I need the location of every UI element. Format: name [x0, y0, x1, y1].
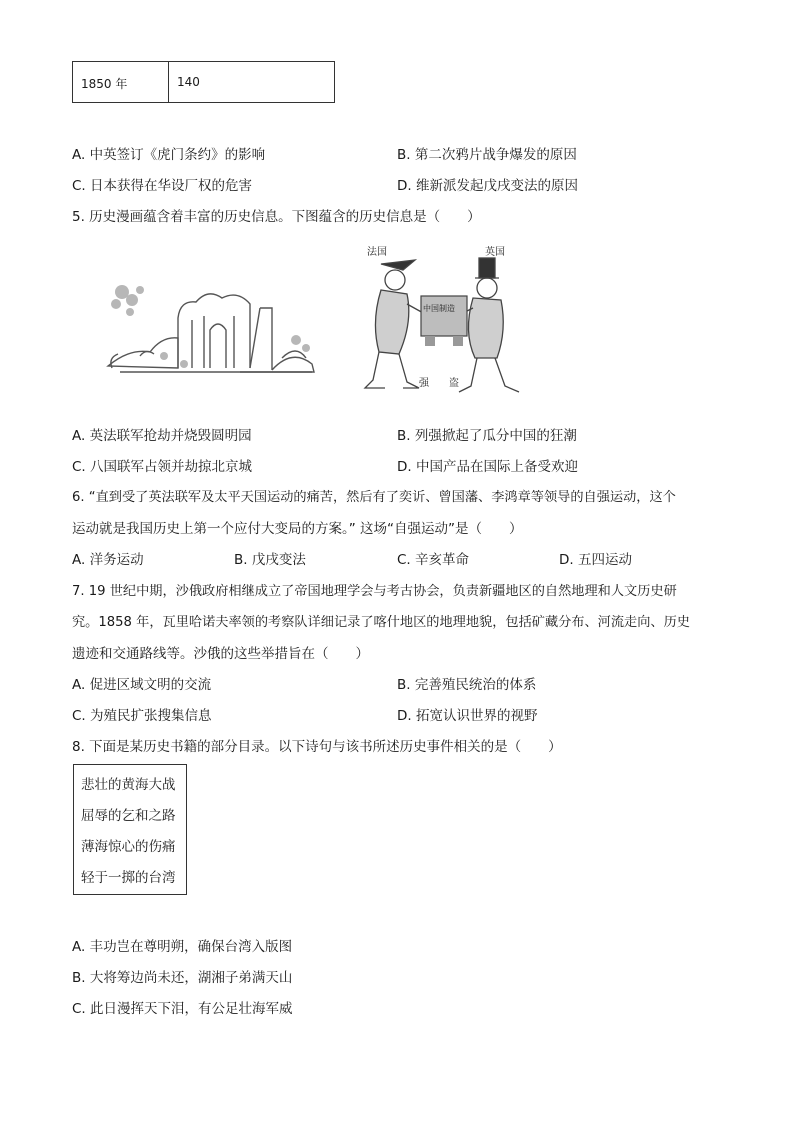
q6-option-c: C. 辛亥革命	[397, 552, 470, 568]
q6-stem-line1: 6. “直到受了英法联军及太平天国运动的痛苦，然后有了奕䜣、曾国藩、李鸿章等领导的自强运动，这个	[72, 490, 676, 505]
label-box: 中国制造	[423, 304, 455, 313]
q8-option-a: A. 丰功岂在尊明朔，确保台湾入版图	[72, 939, 293, 955]
table-cell-value: 140	[177, 75, 200, 89]
q8-option-b: B. 大将筹边尚未还，湖湘子弟满天山	[72, 970, 293, 986]
q6-option-d: D. 五四运动	[559, 552, 632, 568]
toc-item: 屈辱的乞和之路	[81, 808, 176, 824]
q7-stem-line1: 7. 19 世纪中期，沙俄政府相继成立了帝国地理学会与考古协会，负责新疆地区的自然地理和人文历史研	[72, 584, 677, 599]
cartoon-illustration	[355, 242, 531, 404]
table-cell-year: 1850 年	[81, 77, 128, 91]
toc-item: 悲壮的黄海大战	[81, 777, 176, 793]
q7-option-d: D. 拓宽认识世界的视野	[397, 708, 538, 724]
q7-stem-line3: 遗迹和交通路线等。沙俄的这些举措旨在（ ）	[72, 646, 369, 662]
q7-option-c: C. 为殖民扩张搜集信息	[72, 708, 212, 724]
q4-option-a: A. 中英签订《虎门条约》的影响	[72, 147, 266, 163]
q5-option-b: B. 列强掀起了瓜分中国的狂潮	[397, 428, 577, 444]
label-britain: 英国	[485, 247, 505, 258]
q5-option-a: A. 英法联军抢劫并烧毁圆明园	[72, 428, 252, 444]
q6-option-b: B. 戊戌变法	[234, 552, 306, 568]
q8-option-c: C. 此日漫挥天下泪，有公足壮海军威	[72, 1001, 293, 1017]
table-divider	[168, 62, 169, 102]
box-shape	[421, 296, 467, 336]
q7-stem-line2: 究。1858 年，瓦里哈诺夫率领的考察队详细记录了喀什地区的地理地貌，包括矿藏分布、河流走向、历史	[72, 615, 690, 630]
q5-stem: 5. 历史漫画蕴含着丰富的历史信息。下图蕴含的历史信息是（ ）	[72, 209, 481, 225]
ruins-illustration	[100, 278, 322, 382]
q4-option-c: C. 日本获得在华设厂权的危害	[72, 178, 253, 194]
label-france: 法国	[367, 247, 387, 258]
toc-item: 薄海惊心的伤痛	[81, 839, 176, 855]
toc-item: 轻于一掷的台湾	[81, 870, 176, 886]
q7-option-b: B. 完善殖民统治的体系	[397, 677, 537, 693]
label-leg1: 强	[419, 378, 429, 389]
q4-option-b: B. 第二次鸦片战争爆发的原因	[397, 147, 577, 163]
q5-option-c: C. 八国联军占领并劫掠北京城	[72, 459, 253, 475]
table-of-contents-box	[73, 764, 187, 895]
q8-stem: 8. 下面是某历史书籍的部分目录。以下诗句与该书所述历史事件相关的是（ ）	[72, 739, 562, 755]
q4-option-d: D. 维新派发起戊戌变法的原因	[397, 178, 578, 194]
q6-option-a: A. 洋务运动	[72, 552, 144, 568]
label-leg2: 盗	[449, 378, 459, 389]
data-table	[72, 61, 335, 103]
q6-stem-line2: 运动就是我国历史上第一个应付大变局的方案。” 这场“自强运动”是（ ）	[72, 521, 523, 537]
q5-option-d: D. 中国产品在国际上备受欢迎	[397, 459, 578, 475]
q7-option-a: A. 促进区域文明的交流	[72, 677, 212, 693]
